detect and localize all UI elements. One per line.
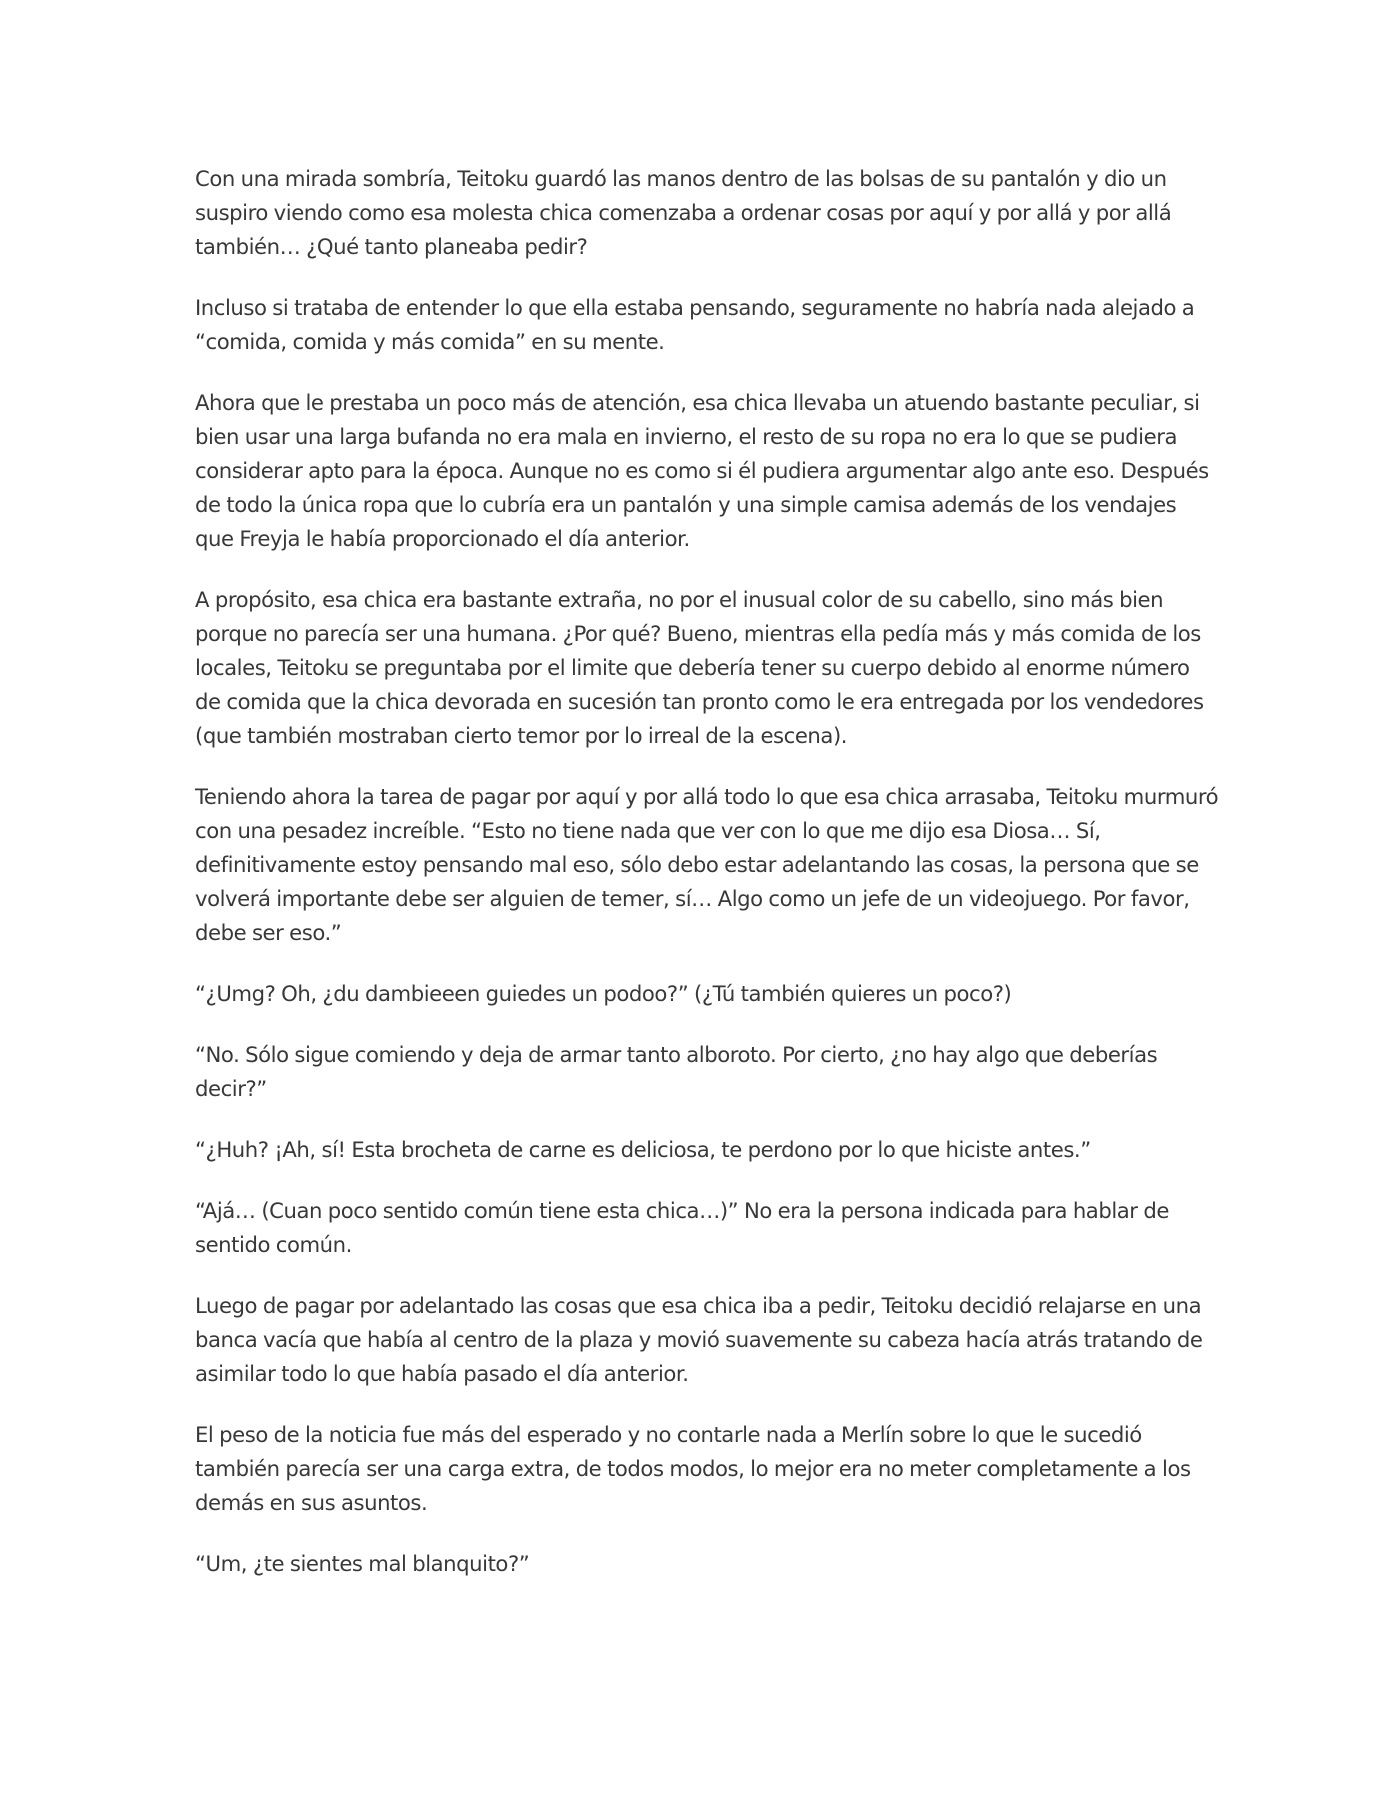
dialogue-paragraph: “Um, ¿te sientes mal blanquito?” — [195, 1551, 530, 1576]
paragraph: El peso de la noticia fue más del esperado y no contarle nada a Merlín sobre lo que le sucedió también parecía ser una carga extra, de todos modos, lo mejor era no meter completamente a los demás en sus asuntos. — [195, 1422, 1191, 1515]
document-body — [195, 162, 1220, 1608]
dialogue-paragraph: “Ajá… (Cuan poco sentido común tiene esta chica…)” No era la persona indicada para hablar de sentido común. — [195, 1198, 1169, 1257]
paragraph: A propósito, esa chica era bastante extraña, no por el inusual color de su cabello, sino más bien porque no parecía ser una humana. ¿Por qué? Bueno, mientras ella pedía más y más comida de los locales, Teitoku se preguntaba por el limite que debería tener su cuerpo debido al enorme número de comida que la chica devorada en sucesión tan pronto como le era entregada por los vendedores (que también mostraban cierto temor por lo irreal de la escena). — [195, 587, 1204, 748]
paragraph: Ahora que le prestaba un poco más de atención, esa chica llevaba un atuendo bastante peculiar, si bien usar una larga bufanda no era mala en invierno, el resto de su ropa no era lo que se pudiera considerar apto para la época. Aunque no es como si él pudiera argumentar algo ante eso. Después de todo la única ropa que lo cubría era un pantalón y una simple camisa además de los vendajes que Freyja le había proporcionado el día anterior. — [195, 390, 1209, 551]
paragraph: Incluso si trataba de entender lo que ella estaba pensando, seguramente no habría nada alejado a “comida, comida y más comida” en su mente. — [195, 295, 1195, 354]
dialogue-paragraph: “¿Umg? Oh, ¿du dambieeen guiedes un podoo?” (¿Tú también quieres un poco?) — [195, 981, 1012, 1006]
dialogue-paragraph: “¿Huh? ¡Ah, sí! Esta brocheta de carne es deliciosa, te perdono por lo que hiciste antes.” — [195, 1137, 1091, 1162]
paragraph: Luego de pagar por adelantado las cosas que esa chica iba a pedir, Teitoku decidió relajarse en una banca vacía que había al centro de la plaza y movió suavemente su cabeza hacía atrás tratando de asimilar todo lo que había pasado el día anterior. — [195, 1293, 1203, 1386]
dialogue-paragraph: “No. Sólo sigue comiendo y deja de armar tanto alboroto. Por cierto, ¿no hay algo que deberías decir?” — [195, 1042, 1158, 1101]
paragraph: Con una mirada sombría, Teitoku guardó las manos dentro de las bolsas de su pantalón y dio un suspiro viendo como esa molesta chica comenzaba a ordenar cosas por aquí y por allá y por allá también… ¿Qué tanto planeaba pedir? — [195, 166, 1172, 259]
paragraph: Teniendo ahora la tarea de pagar por aquí y por allá todo lo que esa chica arrasaba, Teitoku murmuró con una pesadez increíble. “Esto no tiene nada que ver con lo que me dijo esa Diosa… Sí, definitivamente estoy pensando mal eso, sólo debo estar adelantando las cosas, la persona que se volverá importante debe ser alguien de temer, sí… Algo como un jefe de un videojuego. Por favor, debe ser eso.” — [195, 784, 1219, 945]
